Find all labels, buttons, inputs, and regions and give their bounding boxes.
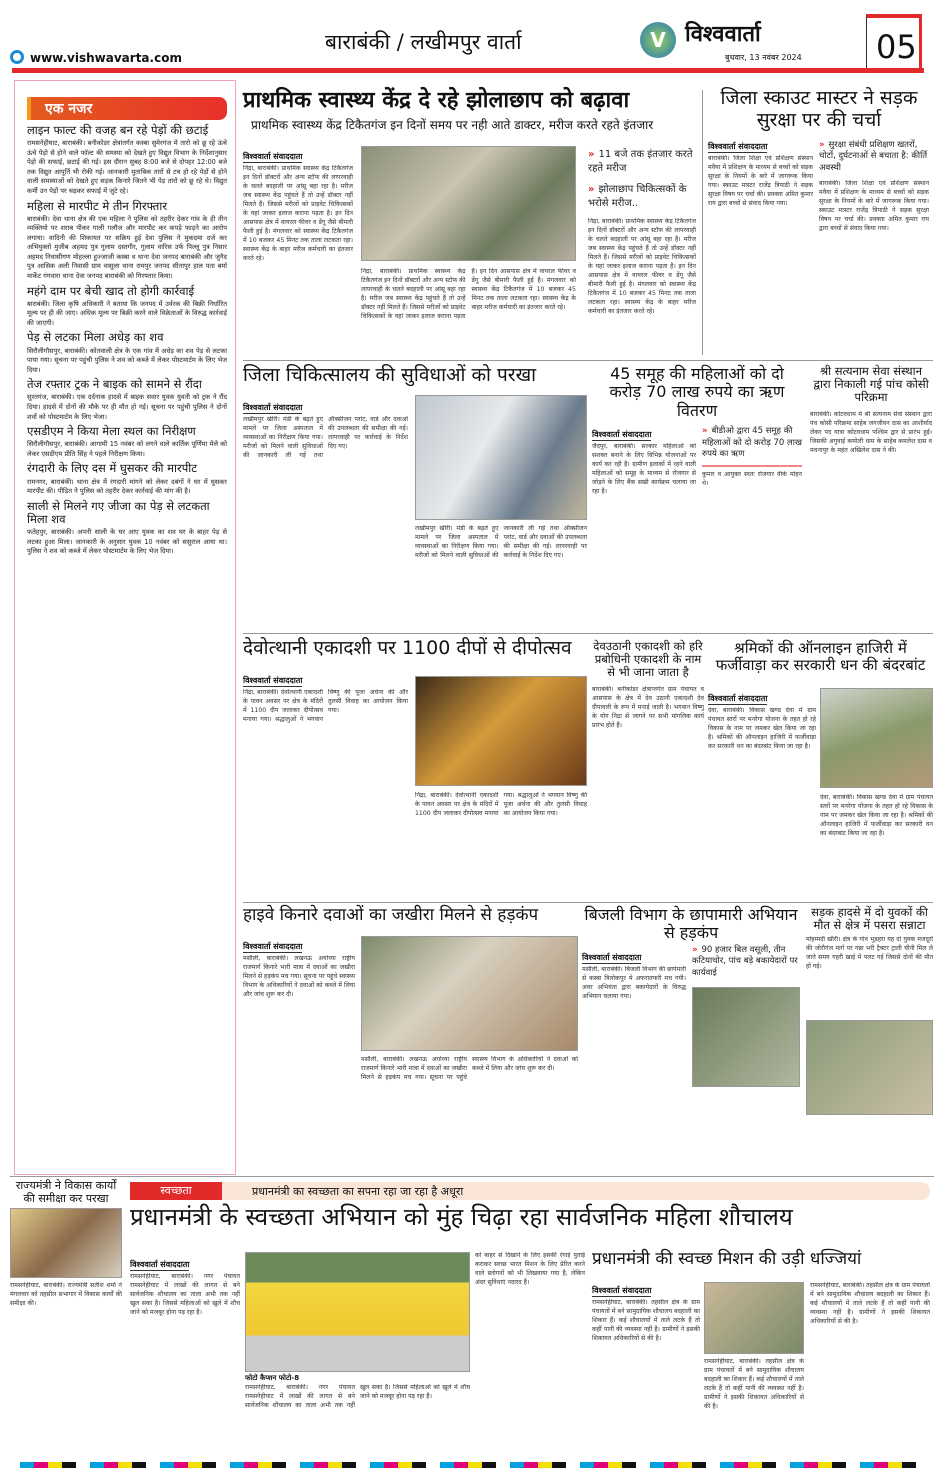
registration-marks	[20, 1462, 925, 1468]
article-body: मसौली, बाराबंकी। लखनऊ अयोध्या राष्ट्रीय राजमार्ग किनारे भारी मात्रा में दवाओं का जखीरा मिलने से हड़कंप मच गया। सूचना पर पहुंचे स्वास्थ्य विभाग के अधिकारियों ने दवाओं को कब्जे में लिया और जांच शुरू कर दी।	[243, 955, 355, 998]
brief-headline: तेज रफ्तार ट्रक ने बाइक को सामने से रौंदा	[27, 377, 202, 392]
article-photo	[820, 688, 933, 788]
article-photo	[245, 1252, 470, 1372]
brief-headline: लाइन फाल्ट की वजह बन रहे पेड़ों की छटाई	[27, 123, 209, 137]
article-body: निंद्रा, बाराबंकी। देवोत्थानी एकादशी के पावन अवसर पर क्षेत्र के मंदिरों में 1100 दीप जलाकर दीपोत्सव मनाया गया। श्रद्धालुओं ने भगवान विष्णु की पूजा अर्चना की और तुलसी विवाह का आयोजन किया गया।	[243, 689, 408, 723]
article-deepotsav	[243, 638, 588, 898]
brief-headline: महिला से मारपीट मे तीन गिरफ्तार	[27, 198, 168, 213]
article-body: बाराबंकी। जिला शिक्षा एवं प्रशिक्षण संस्थान मवैया में प्रशिक्षण के माध्यम से बच्चों को सड़क सुरक्षा के नियमों के बारे में जागरूक किया गया। स्काउट मास्टर राजेंद्र त्रिपाठी ने सड़क सुरक्षा विषय पर चर्चा की। प्रवक्ता अमित कुमार राय द्वारा बच्चों से संवाद किया गया।	[708, 154, 813, 207]
article-body: मोहम्मदी खीरी। क्षेत्र के गांव भुड़हरा यह दो युवक मजदूरों की जोरौगंज मार्ग पर गन्ना भरी ट्रैक्टर ट्राली चीनी मिल ले जाते समय गहरी खाई में पलट गई जिससे दोनों की मौत हो गई।	[806, 936, 933, 971]
article-body-side: निंद्रा, बाराबंकी। प्राथमिक स्वास्थ्य केंद्र टिकैतगंज इन दिनों डॉक्टरों और अन्य स्टॉफ की लापरवाही के चलते बदहाली पर आंसू बहा रहा है। मरीज जब स्वास्थ्य केंद्र पहुंचते हैं तो उन्हें डॉक्टर नहीं मिलते हैं। जिससे मरीजों को प्राइवेट चिकित्सकों के यहां जाकर इलाज कराना पड़ता है। इन दिन आसपास क्षेत्र में वायरल फीवर व डेंगू जैसे बीमारी फैली हुई है। मंगलवार को स्वास्थ्य केंद्र टिकैतगंज में 10 बजकर 45 मिनट तक ताला लटकता रहा। स्वास्थ्य केंद्र के बाहर मरीज कर्मचारी का इंतजार करते रहे।	[588, 218, 696, 315]
byline: विश्ववार्ता संवाददाता	[243, 152, 303, 161]
brief-item	[27, 331, 227, 375]
article-body-continued: निंद्रा, बाराबंकी। देवोत्थानी एकादशी के पावन अवसर पर क्षेत्र के मंदिरों में 1100 दीप जलाकर दीपोत्सव मनाया गया। श्रद्धालुओं ने भगवान विष्णु की पूजा अर्चना की और तुलसी विवाह का आयोजन किया गया।	[415, 792, 587, 817]
article-body: रामसनेहीघाट, बाराबंकी। नगर पंचायत रामसनेहीघाट में लाखों की लागत से बने सार्वजनिक शौचालय का ताला अभी तक नहीं खुल सका है। जिससे महिलाओं को खुले में शौच जाने को मजबूर होना पड़ रहा है।	[130, 1273, 240, 1316]
banner-tag: स्वच्छता	[130, 1182, 222, 1200]
banner-text: प्रधानमंत्री का स्वच्छता का सपना रहा जा रहा है अधूरा	[252, 1185, 464, 1198]
byline: विश्ववार्ता संवाददाता	[708, 694, 768, 703]
article-photo	[10, 1208, 122, 1278]
brief-headline: पेड़ से लटका मिला अधेड़ का शव	[27, 330, 164, 345]
section-title: बाराबंकी / लखीमपुर वार्ता	[325, 30, 522, 54]
brief-item	[27, 124, 227, 197]
headline: देवोत्थानी एकादशी पर 1100 दीपों से दीपोत्सव	[243, 637, 572, 659]
article-body: देवा, बाराबंकी। विकास खण्ड देवा में ग्राम पंचायत स्तरों पर मनरेगा योजना के तहत हो रहे विकास के नाम पर जमकर खेल किया जा रहा है। श्रमिकों की ऑनलाइन हाजिरी में फर्जीवाड़ा कर सरकारी धन का बंदरबांट किया जा रहा है।	[708, 707, 816, 750]
brief-body: बाराबंकी। देवा थाना क्षेत्र की एक महिला ने पुलिस को तहरीर देकर गांव के ही तीन व्यक्तियो पर शराब पीकर गाली गलौज और मारपीट कर कपड़े फाड़ने का आरोप लगाया। वादिनी की शिकायत पर सक्रिय हुई देवा पुलिस ने मुकदमा दर्ज कर अभियुक्तो मुजीब अहमद पुत्र गुलाम दस्तगीर, गुलाम वारिस उर्फ पिल्लू पुत्र निसार अहमद निवासीगण मोहल्ला हुज्जाजी कस्बा व थाना देवा जनपद बाराबंकी और जुनैद पुत्र आसिक अली निवासी ग्राम वासुला थाना रामपुर जनपद सीतापुर हाल पता बर्मा मार्केट गंगवारा थाना देवा जनपद बाराबंकी को गिरफ्तार किया।	[27, 214, 227, 280]
byline: विश्ववार्ता संवाददाता	[243, 403, 303, 412]
bullet-point: » सुरक्षा संबंधी प्रशिक्षण खतरों, चोटों, दुर्घटनाओं से बचाता है: कीर्ति अवस्थी	[819, 139, 928, 173]
article-scout-master	[708, 88, 930, 358]
article-body-continued: मसौली, बाराबंकी। लखनऊ अयोध्या राष्ट्रीय राजमार्ग किनारे भारी मात्रा में दवाओं का जखीरा मिलने से हड़कंप मच गया। सूचना पर पहुंचे स्वास्थ्य विभाग के अधिकारियों ने दवाओं को कब्जे में लिया और जांच शुरू कर दी।	[361, 1056, 578, 1081]
headline: राज्यमंत्री ने विकास कार्यों की समीक्षा कर परखा	[15, 1179, 117, 1205]
website-url[interactable]: www.vishwavarta.com	[30, 51, 182, 65]
article-swachh-mission	[592, 1250, 932, 1455]
headline: प्रधानमंत्री के स्वच्छता अभियान को मुंह चिढ़ा रहा सार्वजनिक महिला शौचालय	[130, 1203, 793, 1231]
article-body-continued: कुमार व आयुक्त स्वतः रोजगार वीके मोहन थे।	[702, 470, 802, 487]
byline: विश्ववार्ता संवाददाता	[708, 141, 768, 151]
headline: 45 समूह की महिलाओं को दो करोड़ 70 लाख रुपये का ऋण वितरण	[609, 364, 785, 420]
brief-body: रामनगर, बाराबंकी। थाना क्षेत्र में रंगदारी मांगने को लेकर दबंगों ने घर में घुसकर मारपीट की। पीड़ित ने पुलिस को तहरीर देकर कार्रवाई की मांग की है।	[27, 477, 227, 496]
brief-headline: साली से मिलने गए जीजा का पेड़ से लटकता मिला शव	[27, 498, 210, 526]
brief-headline: रंगदारी के लिए दस में घुसकर की मारपीट	[27, 461, 198, 476]
headline: सड़क हादसे में दो युवकों की मौत से क्षेत्र में पसरा सन्नाटा	[811, 905, 928, 933]
article-body-continued: देवा, बाराबंकी। विकास खण्ड देवा में ग्राम पंचायत स्तरों पर मनरेगा योजना के तहत हो रहे विकास के नाम पर जमकर खेल किया जा रहा है। श्रमिकों की ऑनलाइन हाजिरी में फर्जीवाड़ा कर सरकारी धन का बंदरबांट किया जा रहा है।	[820, 794, 933, 837]
article-body: रामसनेहीघाट, बाराबंकी। तहसील क्षेत्र के ग्राम पंचायतों में बने सामुदायिक शौचालय बदहाली का शिकार हैं। कई शौचालयों में ताले लटके हैं तो कहीं पानी की व्यवस्था नहीं है। ग्रामीणों ने इसकी शिकायत अधिकारियों से की है।	[592, 1299, 700, 1342]
bullet-point: » झोलाछाप चिकित्सकों के भरोसे मरीज..	[588, 184, 687, 209]
byline: विश्ववार्ता संवाददाता	[130, 1260, 190, 1269]
article-photo	[361, 936, 578, 1051]
page-number: 05	[876, 28, 917, 66]
article-body-side: रामसनेहीघाट, बाराबंकी। तहसील क्षेत्र के ग्राम पंचायतों में बने सामुदायिक शौचालय बदहाली का शिकार हैं। कई शौचालयों में ताले लटके हैं तो कहीं पानी की व्यवस्था नहीं है। ग्रामीणों ने इसकी शिकायत अधिकारियों से की है।	[810, 1282, 930, 1325]
article-photo	[415, 676, 587, 786]
article-body: जैदपुर, बाराबंकी। सरकार महिलाओं को सशक्त बनाने के लिए विभिन्न योजनाओं पर कार्य कर रही है। ग्रामीण इलाकों में रहने वाली महिलाओं को समूह के माध्यम से रोजगार से जोड़ने के लिए बैंक सखी कार्यक्रम चलाया जा रहा है।	[592, 443, 696, 496]
article-body: रामसनेहीघाट, बाराबंकी। राज्यमंत्री सतीश शर्मा ने मंगलवार को तहसील सभागार में विकास कार्यों की समीक्षा की।	[10, 1282, 122, 1308]
subheadline: प्राथमिक स्वास्थ्य केंद्र टिकैतगंज इन दिनों समय पर नही आते डाक्टर, मरीज करते रहते इंतजार	[251, 118, 654, 133]
headline: श्रमिकों की ऑनलाइन हाजिरी में फर्जीवाड़ा कर सरकारी धन की बंदरबांट	[715, 639, 926, 675]
article-photo	[692, 987, 800, 1087]
article-body: बाराबंकी। बनीकोडर क्षेत्रान्तर्गत ग्राम पंचायत व आसपास के क्षेत्र में देव उठानी एकादशी देव दीपावली के रूप में मनाई जाती है। भगवान विष्णु के योग निद्रा से जागने पर सभी मांगलिक कार्य प्रारंभ होते हैं।	[592, 685, 704, 729]
brief-body: सिरौलीगौसपुर, बाराबंकी। कोतवाली क्षेत्र के एक गांव में अधेड़ का शव पेड़ से लटका पाया गया। सूचना पर पहुंची पुलिस ने शव को कब्जे में लेकर पोस्टमार्टम के लिए भेज दिया।	[27, 346, 227, 374]
article-health-center	[243, 88, 698, 358]
headline: हाइवे किनारे दवाओं का जखीरा मिलने से हड़कंप	[243, 905, 539, 925]
article-parikrama	[810, 365, 932, 630]
brief-item	[27, 425, 227, 459]
brief-body: रामसनेहीघाट, बाराबंकी। बनीकोडर क्षेत्रांतर्गत कस्बा सुमेरगंज मे तारो को छू रहे ऊंचे ऊंचे पेड़ो से होने वाले फॉल्ट की समस्या को देखते हुए विद्युत विभाग के निर्देशानुसार पेड़ो की सफाई, छटाई की गई। इस दौरान सुबह 8:00 बजे से दोपहर 12:00 बजे तक विद्युत आपूर्ति भी रोकी गई। जानकारी मुताबिक तारों से टच हो रहे पेड़ों से होने वाली समस्याओं को देखते हुए सड़क किनारे जितने भी पेड़ तारो को छू रहे थे। विद्युत कर्मी उन पेड़ों पर चढ़कर सफाई में जुटे रहे।	[27, 139, 227, 195]
brief-body: फतेहपुर, बाराबंकी। अपनी साली के घर आए युवक का शव घर के बाहर पेड़ से लटका हुआ मिला। जानकारी के अनुसार युवक 10 नवंबर को ससुराल आया था। पुलिस ने शव को कब्जे में लेकर पोस्टमार्टम के लिए भेज दिया।	[27, 528, 227, 556]
article-loan-distribution	[592, 365, 802, 630]
brief-item	[27, 462, 227, 496]
article-online-attendance	[708, 640, 933, 900]
article-district-hospital	[243, 365, 588, 630]
ek-nazar-column	[14, 80, 236, 1175]
header	[0, 0, 945, 74]
issue-date: बुधवार, 13 नवंबर 2024	[725, 53, 802, 62]
ek-nazar-tag: एक नजर	[27, 97, 227, 120]
article-body-continued: रामसनेहीघाट, बाराबंकी। तहसील क्षेत्र के ग्राम पंचायतों में बने सामुदायिक शौचालय बदहाली का शिकार हैं। कई शौचालयों में ताले लटके हैं तो कहीं पानी की व्यवस्था नहीं है। ग्रामीणों ने इसकी शिकायत अधिकारियों से की है।	[704, 1358, 804, 1410]
article-photo	[704, 1282, 804, 1354]
bullet-point: » 11 बजे तक इंतजार करते रहते मरीज	[588, 149, 693, 174]
byline: विश्ववार्ता संवाददाता	[582, 952, 642, 962]
web-icon	[10, 50, 24, 64]
bullet-point: » बीडीओ द्वारा 45 समूह की महिलाओं को दो करोड़ 70 लाख रुपये का ऋण	[702, 426, 802, 466]
brief-headline: महंगे दाम पर बेची खाद तो होगी कार्रवाई	[27, 283, 195, 298]
brief-body: सुरतगंज, बाराबंकी। एक दर्दनाक हादसे में बाइक सवार युवक युवती को ट्रक ने रौंद दिया। हादसे में दोनों की मौके पर ही मौत हो गई। सूचना पर पहुंची पुलिस ने दोनों शवों को पोस्टमार्टम के लिए भेजा।	[27, 393, 227, 421]
article-body: निंद्रा, बाराबंकी। प्राथमिक स्वास्थ्य केंद्र टिकैतगंज इन दिनों डॉक्टरों और अन्य स्टॉफ की लापरवाही के चलते बदहाली पर आंसू बहा रहा है। मरीज जब स्वास्थ्य केंद्र पहुंचते हैं तो उन्हें डॉक्टर नहीं मिलते हैं। जिससे मरीजों को प्राइवेट चिकित्सकों के यहां जाकर इलाज कराना पड़ता है। इन दिन आसपास क्षेत्र में वायरल फीवर व डेंगू जैसे बीमारी फैली हुई है। मंगलवार को स्वास्थ्य केंद्र टिकैतगंज में 10 बजकर 45 मिनट तक ताला लटकता रहा। स्वास्थ्य केंद्र के बाहर मरीज कर्मचारी का इंतजार करते रहे।	[243, 165, 353, 262]
brief-item	[27, 378, 227, 422]
article-minister-review	[10, 1180, 122, 1455]
brief-body: बाराबंकी। जिला कृषि अधिकारी ने बताया कि जनपद में उर्वरक की बिक्री निर्धारित मूल्य पर ही की जाए। अधिक मूल्य पर बिक्री करने वाले विक्रेताओं के विरुद्ध कार्रवाई की जाएगी।	[27, 299, 227, 327]
article-photo	[806, 1020, 933, 1115]
article-road-accident	[806, 906, 933, 1171]
headline: जिला चिकित्सालय की सुविधाओं को परखा	[243, 364, 537, 386]
brand-logo-icon: V	[640, 22, 676, 58]
article-body-side: को बाहर से दिखाने के लिए इसकी रंगाई पुताई कराकर स्वच्छ भारत मिशन के लिए प्रेरित करने वाले स्लोगनों को भी लिखवाया गया है, लेकिन अंदर सुविधाएं नदारद हैं।	[475, 1252, 585, 1286]
header-rule	[12, 68, 924, 73]
article-photo	[415, 395, 587, 520]
swachhta-banner	[130, 1182, 930, 1200]
article-body-continued: बाराबंकी। जिला शिक्षा एवं प्रशिक्षण संस्थान मवैया में प्रशिक्षण के माध्यम से बच्चों को सड़क सुरक्षा के नियमों के बारे में जागरूक किया गया। स्काउट मास्टर राजेंद्र त्रिपाठी ने सड़क सुरक्षा विषय पर चर्चा की। प्रवक्ता अमित कुमार राय द्वारा बच्चों से संवाद किया गया।	[819, 180, 929, 233]
brief-item	[27, 500, 227, 557]
brief-item	[27, 200, 227, 282]
article-photo	[361, 146, 576, 261]
article-body: लखीमपुर खीरी। मंडी के बढ़ते हुए मामले पर जिला अस्पताल में व्यवस्थाओं का निरीक्षण किया गया। मरीजों को मिलने वाली सुविधाओं की जानकारी ली गई तथा ऑक्सीजन प्लांट, वार्ड और दवाओं की उपलब्धता की समीक्षा की गई। लापरवाही पर कार्रवाई के निर्देश दिए गए।	[243, 416, 408, 459]
byline: विश्ववार्ता संवाददाता	[592, 1286, 652, 1295]
bullet-point: » 90 हजार बिल वसूली, तीन कटियाचोर, पांच बड़े बकायेदारों पर कार्यवाई	[692, 944, 798, 978]
headline: प्राथमिक स्वास्थ्य केंद्र दे रहे झोलाछाप को बढ़ावा	[243, 88, 630, 113]
article-medicine-stock	[243, 906, 578, 1171]
brief-body: सिरौलीगौसपुर, बाराबंकी। आगामी 15 नवंबर को लगने वाले कार्तिक पूर्णिमा मेले को लेकर एसडीएम प्रीति सिंह ने पहले निरीक्षण किया।	[27, 440, 227, 458]
headline: बिजली विभाग के छापामारी अभियान से हड़कंप	[584, 905, 798, 943]
article-devuthani	[592, 640, 704, 900]
headline: प्रधानमंत्री की स्वच्छ मिशन की उड़ी धज्जियां	[592, 1249, 862, 1269]
byline: विश्ववार्ता संवाददाता	[243, 942, 303, 951]
headline: जिला स्काउट मास्टर ने सड़क सुरक्षा पर की चर्चा	[720, 87, 918, 131]
article-body-continued: लखीमपुर खीरी। मंडी के बढ़ते हुए मामले पर जिला अस्पताल में व्यवस्थाओं का निरीक्षण किया गया। मरीजों को मिलने वाली सुविधाओं की जानकारी ली गई तथा ऑक्सीजन प्लांट, वार्ड और दवाओं की उपलब्धता की समीक्षा की गई। लापरवाही पर कार्रवाई के निर्देश दिए गए।	[415, 525, 587, 559]
brand-name: विश्ववार्ता	[685, 22, 761, 47]
article-body: मसौली, बाराबंकी। बिजली विभाग की छापेमारी से कस्बा त्रिलोकपुर मे अफरातफरी मच गयी। अवर अभियंता द्वारा बकायेदारों के विरुद्ध अभियान चलाया गया।	[582, 965, 686, 1000]
brief-item	[27, 285, 227, 329]
brief-headline: एसडीएम ने किया मेला स्थल का निरीक्षण	[27, 424, 196, 439]
article-body: बाराबंकी। कोटवधाम मे श्री सत्यनाम सेवा संस्थान द्वारा पंच कोसी परिक्रमा साहेब जगजीवन दास का आशीर्वाद लेकर पद यात्रा कोटवधाम पश्चिम द्वार से प्रारंभ हुई। जिसकी अगुवाई कमोली धाम के साहेब कमलेश दास व मधनापुर के महंत अखिलेश दास ने की।	[810, 410, 932, 454]
byline: विश्ववार्ता संवाददाता	[592, 430, 652, 440]
byline: विश्ववार्ता संवाददाता	[243, 676, 303, 685]
photo-caption: फोटो कैप्शन फोटो-8	[245, 1374, 300, 1382]
headline: देवउठानी एकादशी को हरि प्रबोधिनी एकादशी के नाम से भी जाना जाता है	[593, 639, 703, 680]
headline: श्री सत्यनाम सेवा संस्थान द्वारा निकाली गई पांच कोसी परिक्रमा	[813, 364, 929, 405]
article-body-continued: रामसनेहीघाट, बाराबंकी। नगर पंचायत रामसनेहीघाट में लाखों की लागत से बने सार्वजनिक शौचालय का ताला अभी तक नहीं खुल सका है। जिससे महिलाओं को खुले में शौच जाने को मजबूर होना पड़ रहा है।	[245, 1384, 470, 1409]
article-body-continued: निंद्रा, बाराबंकी। प्राथमिक स्वास्थ्य केंद्र टिकैतगंज इन दिनों डॉक्टरों और अन्य स्टॉफ की लापरवाही के चलते बदहाली पर आंसू बहा रहा है। मरीज जब स्वास्थ्य केंद्र पहुंचते हैं तो उन्हें डॉक्टर नहीं मिलते हैं। जिससे मरीजों को प्राइवेट चिकित्सकों के यहां जाकर इलाज कराना पड़ता है। इन दिन आसपास क्षेत्र में वायरल फीवर व डेंगू जैसे बीमारी फैली हुई है। मंगलवार को स्वास्थ्य केंद्र टिकैतगंज में 10 बजकर 45 मिनट तक ताला लटकता रहा। स्वास्थ्य केंद्र के बाहर मरीज कर्मचारी का इंतजार करते रहे।	[361, 268, 576, 320]
article-electricity-raid	[582, 906, 800, 1171]
